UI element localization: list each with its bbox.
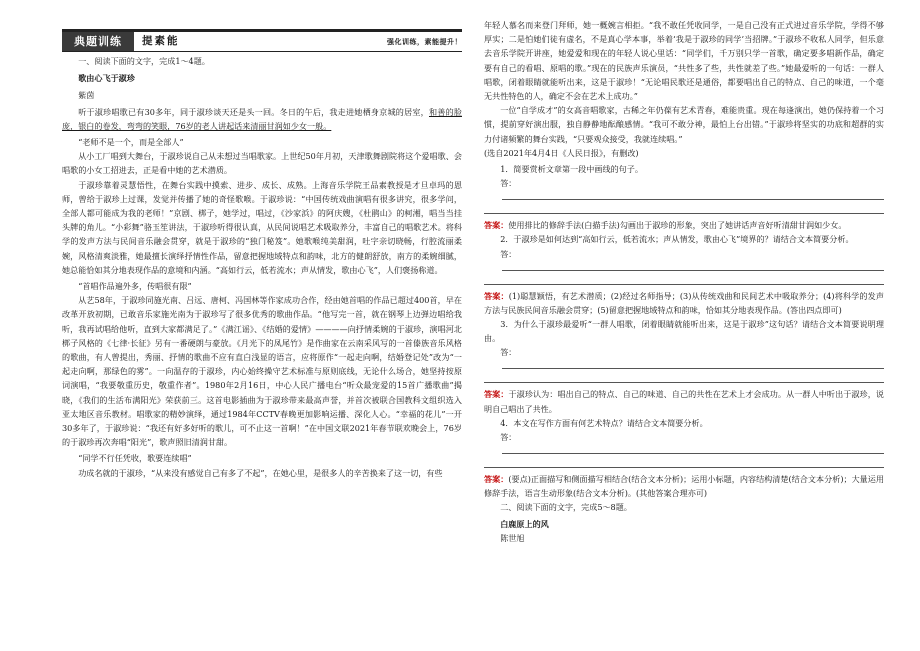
answer-area-2[interactable]	[484, 247, 884, 285]
answer-line[interactable]	[502, 186, 884, 200]
left-body	[62, 54, 462, 480]
question-3: 3．为什么于淑珍最爱听“一群人唱歌，闭着眼睛就能听出来，这是于淑珍”这句话？请结合文本简要说明理由。	[484, 319, 884, 344]
answer-label: 答：	[500, 178, 517, 189]
subheading-1: “老师不是一个，而是全部人”	[78, 137, 184, 148]
answer-key: 答案：	[484, 389, 509, 400]
question-4: 4．本文在写作方面有何艺术特点？请结合文本简要分析。	[500, 417, 708, 428]
question-1: 1．简要赏析文章第一段中画线的句子。	[500, 164, 643, 175]
answer-line[interactable]	[502, 355, 884, 369]
answer-1	[484, 218, 884, 232]
s1-paragraph-1: 从小工厂唱到大舞台，于淑珍说自己从未想过当唱歌家。上世纪50年月初，天津歌舞剧院将这个爱唱歌、会唱歌的小女工招进去，正是看中她的艺术潜质。	[62, 151, 462, 176]
right-body	[484, 18, 884, 545]
s2-paragraph-1: 从艺58年，于淑珍同施光南、吕远、唐柯、冯国林等作家成功合作，经由她首唱的作品已超过400首，早在改革开放初期，已敢音乐家施光南为于淑珍写了很多优秀的歌曲作品。“他写完一首，就在钢琴上边弹边唱给我听，我再试唱给他听，直到大家都满足了。”《满江谣》、《结婚的爱情》————向抒情柔婉的于淑珍，演唱河北梆子风格的《七律·长征》另有一番硬朗与豪放。《月光下的凤尾竹》是作曲家在云南采风写的一首傣族音乐风格的歌曲，有人曾提出，秀丽、抒情的歌曲不应有直白浅显的语言，应将原作“一起走向啊，结婚登记处”改为“一起走向啊，那绿色的雾”。一向温存的于淑珍，内心始终操守艺术标准与原则底线，无论什么场合，她坚持按原词演唱，“我要敬重历史，敬重作者”。1980年2月16日，中心人民广播电台“听众最宠爱的15首广播歌曲”揭晓，《我们的生活布满阳光》荣获前三。这首电影插曲为于淑珍带来最高声誉，并首次被联合国教科文组织选入亚太地区音乐教材。唱歌家的精妙演绎，通过1984年CCTV春晚更加影响运播、深化人心。“幸福的花儿”一开30多年了，于淑珍说：“我还有好多好听的歌儿，可不止这一首啊！”在中国文联2021年春节联欢晚会上，76岁的于淑珍再次奔唱“阳光”，歌声照旧清润甘甜。	[62, 295, 462, 448]
answer-key: 答案：	[484, 474, 509, 485]
banner-motto: 强化训练，素能提升！	[387, 37, 462, 46]
answer-label: 答：	[500, 248, 517, 259]
answer-line[interactable]	[484, 454, 884, 468]
answer-text: (要点)正面描写和侧面描写相结合(结合文本分析)；运用小标题，内容结构清楚(结合文本分析)；大量运用修辞手法，语言生动形象(结合文本分析)。(其他答案合理亦可)	[484, 474, 884, 499]
article-author: 紫茵	[78, 90, 95, 101]
answer-line[interactable]	[484, 369, 884, 383]
answer-label: 答：	[500, 432, 517, 443]
article2-author: 陈世旭	[500, 532, 525, 543]
answer-2	[484, 289, 884, 317]
section1-intro: 一、阅读下面的文字，完成1～4题。	[78, 56, 210, 66]
answer-line[interactable]	[484, 271, 884, 285]
answer-text: 使用排比的修辞手法(白描手法)勾画出于淑珍的形象，突出了她讲话声音好听清甜甘润如少女。	[508, 220, 847, 231]
answer-key: 答案：	[484, 290, 509, 301]
banner-subtitle: 提素能	[142, 35, 180, 47]
section2-intro: 二、阅读下面的文字，完成5～8题。	[500, 502, 632, 513]
s3-paragraph-1-start: 功成名就的于淑珍，“从来没有感觉自己有多了不起”，在她心里，是很多人的辛苦换来了这一切，有些	[78, 467, 443, 478]
underlined-sentence: 和善的脸庞，银白的卷发，弯弯的笑眼，76岁的老人讲起话来清丽甘润如少女一般。	[62, 106, 462, 131]
article2-title: 白鹿原上的风	[500, 518, 549, 529]
answer-area-1[interactable]	[484, 176, 884, 214]
answer-line[interactable]	[502, 440, 884, 454]
answer-area-4[interactable]	[484, 430, 884, 468]
s3-paragraph-1-cont: 年轻人慕名而来登门拜师，她一概婉言相拒。“我不敢任凭收同学，一是自己没有正式进过音乐学院，学得不够厚实；二是怕她们徒有虚名，不是真心学本事，举着‘我是于淑珍的同学’当招牌。”于淑珍不收私人同学，但乐意去音乐学院开讲座，她爱爱和现在的年轻人说心里话：“同学们，千万别只学一首歌，确定要多唱新作品，确定要有自己的看唱、原唱的歌。”现在的民族声乐演员，“共性多了些，共性就差了些。”她最爱听的一句话：一群人唱歌，闭着眼睛就能听出来，这是于淑珍！“无论唱民歌还是通俗，都要唱出自己的特点、自己的味道，一个毫无共性特色的人，确定不会在艺术上成功。”	[484, 20, 884, 102]
paragraph-1	[62, 105, 462, 133]
answer-area-3[interactable]	[484, 345, 884, 383]
answer-text: 于淑珍认为：唱出自己的特点、自己的味道、自己的共性在艺术上才会成功。从一群人中听出于淑珍，说明自己唱出了共性。	[484, 389, 884, 414]
answer-text: (1)聪慧颖悟，有艺术潜质；(2)经过名师指导；(3)从传统戏曲和民间艺术中吸取养分；(4)将科学的发声方法与民族民间音乐融会贯穿；(5)留意把握地域特点和韵味，恰如其分地表现作品。(答出四点即可)	[484, 290, 884, 315]
s3-paragraph-2: 一位“自学成才”的女高音唱歌家，古稀之年仍葆有艺术青春，难能贵重。现在每逢演出，她仍保持着一个习惯，提前穿好演出服，独自静静地酝酿感情。“我可不敢分神，最怕上台出错。”于淑珍将坚实的功底和超群的实力付诸频繁的舞台实践，“只要观众接受，我就连续唱。”	[484, 105, 884, 144]
answer-line[interactable]	[484, 200, 884, 214]
source-note: (选自2021年4月4日《人民日报》，有删改)	[484, 147, 639, 158]
paragraph-1-text: 听于淑珍唱歌已有30多年，同于淑珍谈天还是头一回。冬日的午后，我走进她栖身京城的居室，	[78, 106, 429, 117]
question-2: 2．于淑珍是如何达到“高如行云，低若流水；声从情发，歌由心飞”境界的？请结合文本简要分析。	[500, 234, 854, 245]
banner-tag: 典题训练	[62, 32, 134, 51]
answer-4	[484, 472, 884, 500]
answer-line[interactable]	[502, 257, 884, 271]
subheading-2: “首唱作品遍外多，传唱很有限”	[78, 281, 192, 292]
article-title: 歌由心飞于淑珍	[78, 73, 135, 84]
answer-3	[484, 387, 884, 415]
answer-label: 答：	[500, 347, 517, 358]
s1-paragraph-2: 于淑珍靠着灵慧悟性，在舞台实践中摸索、进步、成长、成熟。上海音乐学院王品素教授是才旦卓玛的恩师，曾给于淑珍上过课，发觉并传播了她的奇怪歌喉。于淑珍说：“中国传统戏曲演唱有很多讲究，很多学问，全部人都可能成为我的老师！”京剧、梆子，她学过，唱过，《沙家浜》的阿庆嫂，《杜鹃山》的柯湘，唱当当挂头牌的角儿。“小彩舞”骆玉笙讲法，于淑珍听得很认真，从民间说唱艺术吸取养分，丰富自己的唱歌艺术。将科学的发声方法与民间音乐融会贯穿，就是于淑珍的“独门秘笈”。她歌喉纯美甜润，吐字亲切晓畅，行腔流丽柔婉，风格清爽淡雅，她最擅长演绎抒情性作品，留意把握地域特点和韵味，北方的健朗舒放，南方的柔婉细腻，她总能恰如其分地表现作品的意境和内涵。“高如行云，低若流水；声从情发，歌由心飞”，人们褒扬称道。	[62, 179, 462, 275]
answer-key: 答案：	[484, 220, 509, 231]
section-banner	[62, 29, 462, 52]
subheading-3: “同学不行任凭收，歌要连续唱”	[78, 453, 192, 464]
